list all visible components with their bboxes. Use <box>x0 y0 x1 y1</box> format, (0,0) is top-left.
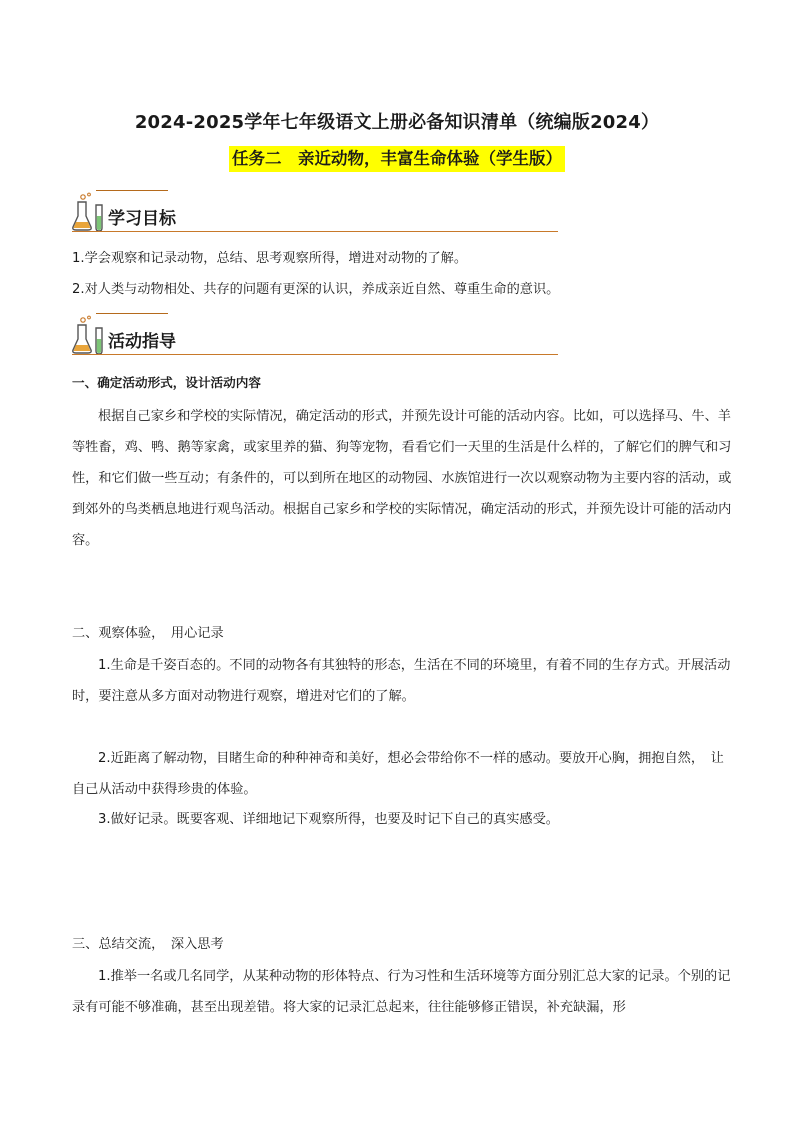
part3-title: 三、总结交流， 深入思考 <box>72 937 224 952</box>
part1-body: 根据自己家乡和学校的实际情况，确定活动的形式，并预先设计可能的活动内容。比如，可以选择马、牛、羊等牲畜，鸡、鸭、鹅等家禽，或家里养的猫、狗等宠物，看看它们一天里的生活是什么样的，了解它们的脾气和习性，和它们做一些互动；有条件的，可以到所在地区的动物园、水族馆进行一次以观察动物为主要内容的活动，或到郊外的鸟类栖息地进行观鸟活动。根据自己家乡和学校的实际情况，确定活动的形式，并预先设计可能的活动内容。 <box>72 409 732 548</box>
part2-item-2: 2.近距离了解动物，目睹生命的种种神奇和美好，想必会带给你不一样的感动。要放开心胸，拥抱自然， 让自己从活动中获得珍贵的体验。 <box>72 751 724 797</box>
part2-item-3: 3.做好记录。既要客观、详细地记下观察所得，也要及时记下自己的真实感受。 <box>98 812 559 827</box>
part2-item-1: 1.生命是千姿百态的。不同的动物各有其独特的形态，生活在不同的环境里，有着不同的生存方式。开展活动时，要注意从多方面对动物进行观察，增进对它们的了解。 <box>72 658 731 704</box>
flask-icon <box>72 315 106 355</box>
header-bottom-rule <box>72 231 558 232</box>
section-header-guide <box>72 313 558 359</box>
section-heading: 活动指导 <box>108 332 176 352</box>
header-top-rule <box>96 190 168 191</box>
section-header-goals <box>72 190 558 236</box>
subtitle-wrapper <box>0 146 794 172</box>
header-top-rule <box>96 313 168 314</box>
goal-item-2: 2.对人类与动物相处、共存的问题有更深的认识，养成亲近自然、尊重生命的意识。 <box>72 282 560 297</box>
document-subtitle: 任务二 亲近动物，丰富生命体验（学生版） <box>229 146 565 172</box>
header-bottom-rule <box>72 354 558 355</box>
goal-item-1: 1.学会观察和记录动物，总结、思考观察所得，增进对动物的了解。 <box>72 251 468 266</box>
part2-title: 二、观察体验， 用心记录 <box>72 626 224 641</box>
document-title: 2024-2025学年七年级语文上册必备知识清单（统编版2024） <box>134 112 660 133</box>
part3-item-1: 1.推举一名或几名同学，从某种动物的形体特点、行为习性和生活环境等方面分别汇总大家的记录。个别的记录有可能不够准确，甚至出现差错。将大家的记录汇总起来，往往能够修正错误，补充缺漏，形 <box>72 969 731 1015</box>
section-heading: 学习目标 <box>108 209 176 229</box>
part1-title: 一、确定活动形式，设计活动内容 <box>72 375 261 390</box>
flask-icon <box>72 192 106 232</box>
